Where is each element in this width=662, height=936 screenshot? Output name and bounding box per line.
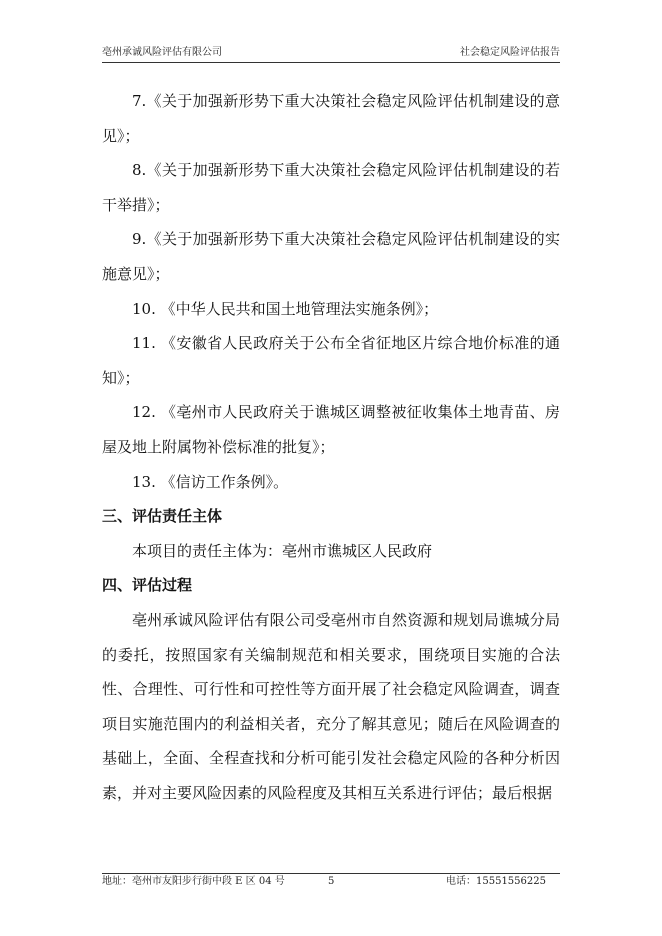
header-report-title: 社会稳定风险评估报告: [460, 47, 560, 58]
page-footer: [102, 876, 560, 890]
reference-item-8: 8.《关于加强新形势下重大决策社会稳定风险评估机制建设的若干举措》；: [102, 161, 560, 214]
document-body: [102, 84, 560, 810]
footer-divider: [102, 873, 560, 874]
footer-address: 地址：亳州市友阳步行街中段 E 区 04 号: [102, 876, 285, 887]
section-3-heading: 三、评估责任主体: [102, 507, 223, 526]
section-4-paragraph: 亳州承诚风险评估有限公司受亳州市自然资源和规划局谯城分局的委托，按照国家有关编制规范和相关要求，围绕项目实施的合法性、合理性、可行性和可控性等方面开展了社会稳定风险调查，调查项目实施范围内的利益相关者，充分了解其意见；随后在风险调查的基础上，全面、全程查找和分析可能引发社会稳定风险的各种分析因素，并对主要风险因素的风险程度及其相互关系进行评估；最后根据: [102, 610, 560, 802]
reference-item-13: 13. 《信访工作条例》。: [132, 472, 289, 491]
header-divider: [102, 62, 560, 63]
reference-item-12: 12. 《亳州市人民政府关于谯城区调整被征收集体土地青苗、房屋及地上附属物补偿标准的批复》；: [102, 403, 560, 456]
header-company-name: 亳州承诚风险评估有限公司: [102, 47, 222, 58]
footer-phone: 电话：15551556225: [446, 876, 546, 887]
section-4-heading: 四、评估过程: [102, 576, 193, 595]
reference-item-9: 9.《关于加强新形势下重大决策社会稳定风险评估机制建设的实施意见》；: [102, 230, 560, 283]
reference-item-7: 7.《关于加强新形势下重大决策社会稳定风险评估机制建设的意见》；: [102, 92, 560, 145]
page-number: 5: [328, 876, 335, 887]
reference-item-11: 11. 《安徽省人民政府关于公布全省征地区片综合地价标准的通知》；: [102, 334, 560, 387]
page-header: [102, 47, 560, 63]
reference-item-10: 10. 《中华人民共和国土地管理法实施条例》；: [132, 299, 439, 318]
section-3-paragraph: 本项目的责任主体为：亳州市谯城区人民政府: [132, 541, 433, 560]
